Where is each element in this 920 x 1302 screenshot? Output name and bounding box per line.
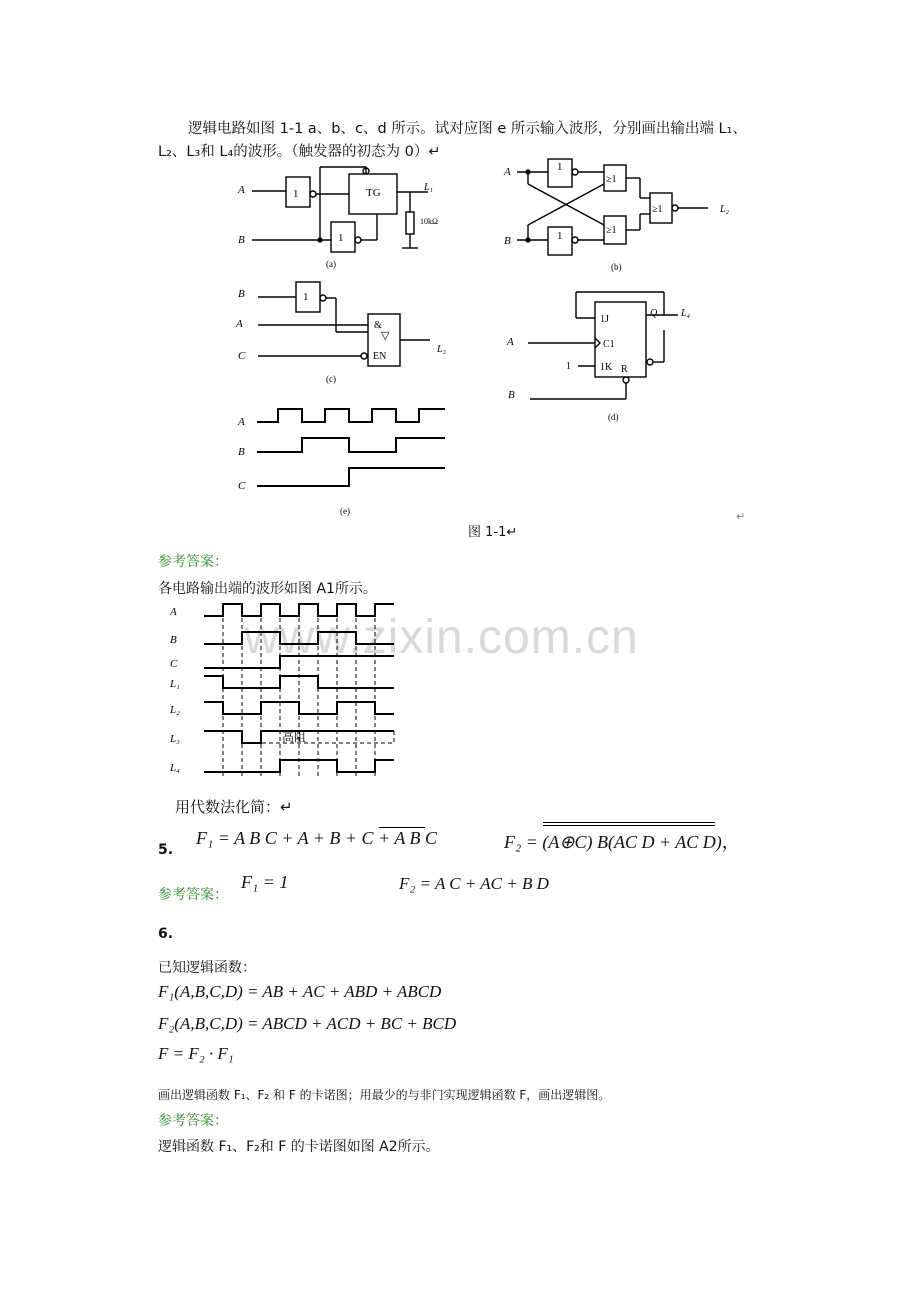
ff-c1: C1 xyxy=(603,339,615,350)
label-e-a: A xyxy=(238,416,245,428)
ff-1j: 1J xyxy=(600,314,609,325)
q5-f2-overbar-2 xyxy=(543,825,715,826)
gate-b-or-1: ≥1 xyxy=(606,174,617,185)
high-z-label: 高阻 xyxy=(282,730,307,744)
wave-label-4: L₂ xyxy=(170,704,180,716)
gate-b-not-b: 1 xyxy=(557,230,563,242)
resistor-label: 10kΩ xyxy=(420,217,438,226)
q6-answer-text: 逻辑函数 F₁、F₂和 F 的卡诺图如图 A2所示。 xyxy=(158,1139,440,1155)
ff-r: R xyxy=(621,364,628,375)
label-b-b: B xyxy=(504,235,511,247)
intro-line-2: L₂、L₃和 L₄的波形。（触发器的初态为 0）↵ xyxy=(158,144,441,160)
q6-known: 已知逻辑函数： xyxy=(158,960,256,976)
label-a-in: A xyxy=(238,184,245,196)
sublabel-a: (a) xyxy=(326,259,336,269)
sublabel-d: (d) xyxy=(608,412,619,422)
q5-f2-text: F₂ = (A⊕C) B(AC D + AC D) xyxy=(504,832,722,852)
wave-label-3: L₁ xyxy=(170,678,180,690)
wave-label-6: L₄ xyxy=(170,762,180,774)
label-c-b: B xyxy=(238,288,245,300)
figure-1-1 xyxy=(0,0,920,545)
gate-c-and: & xyxy=(374,320,382,331)
intro-line-1: 逻辑电路如图 1-1 a、b、c、d 所示。试对应图 e 所示输入波形，分别画出输出端 L₁、 xyxy=(188,121,747,137)
ff-q: Q xyxy=(650,308,658,319)
const-1: 1 xyxy=(566,361,571,372)
label-e-c: C xyxy=(238,480,246,492)
wave-label-0: A xyxy=(170,606,177,618)
label-l1: L₁ xyxy=(424,182,434,193)
ff-1k: 1K xyxy=(600,362,613,373)
circuit-c xyxy=(258,282,430,366)
sublabel-c: (c) xyxy=(326,374,336,384)
answer-text-1: 各电路输出端的波形如图 A1所示。 xyxy=(158,581,377,597)
label-d-b: B xyxy=(508,389,515,401)
q5-instruction: 用代数法化简：↵ xyxy=(175,798,293,816)
waveform-0 xyxy=(204,604,394,616)
label-b-in: B xyxy=(238,234,245,246)
sublabel-e: (e) xyxy=(340,506,350,516)
q5-f1 xyxy=(196,828,437,849)
q5-f1-overbar xyxy=(379,827,425,828)
high-z-region xyxy=(261,731,394,743)
q5-ans-f2: F₂ = A C + AC + B D xyxy=(399,874,549,893)
answer-label-1: 参考答案： xyxy=(158,554,228,570)
q6-f: F = F₂ · F₁ xyxy=(158,1044,234,1063)
q5-f1-text: F₁ = A B C + A + B + C + A B C xyxy=(196,828,438,848)
tg-label: TG xyxy=(366,187,381,199)
q5-ans-f1: F₁ = 1 xyxy=(241,872,289,892)
label-e-b: B xyxy=(238,446,245,458)
q5-f2 xyxy=(504,828,740,854)
q5-number: 5. xyxy=(158,842,174,858)
gate-c-not: 1 xyxy=(303,291,309,303)
en-label: EN xyxy=(373,351,387,362)
sublabel-b: (b) xyxy=(611,262,622,272)
waveform-4 xyxy=(204,702,394,714)
label-b-a: A xyxy=(504,166,511,178)
q6-answer-label: 参考答案： xyxy=(158,1113,228,1129)
label-l4: L₄ xyxy=(681,308,691,319)
wave-label-2: C xyxy=(170,658,178,670)
q5-answer-label: 参考答案： xyxy=(158,887,228,903)
label-c-a: A xyxy=(236,318,243,330)
q5-f2-overbar xyxy=(543,822,715,823)
label-c-c: C xyxy=(238,350,246,362)
gate-b-or-3: ≥1 xyxy=(652,204,663,215)
wave-label-5: L₃ xyxy=(170,733,180,745)
figure-caption: 图 1-1↵ xyxy=(468,525,518,540)
gate-not-a: 1 xyxy=(293,188,299,200)
input-waveforms xyxy=(257,409,445,486)
q6-number: 6. xyxy=(158,926,174,942)
q5-f2-trailing: ， xyxy=(721,832,740,852)
label-l3: L₃ xyxy=(437,344,447,355)
tri-state-icon: ▽ xyxy=(381,330,390,342)
q6-f2: F₂(A,B,C,D) = ABCD + ACD + BC + BCD xyxy=(158,1014,457,1033)
gate-b-or-2: ≥1 xyxy=(606,225,617,236)
waveform-chart-a1 xyxy=(0,596,920,826)
gate-not-b: 1 xyxy=(338,232,344,244)
return-mark: ↵ xyxy=(736,510,746,523)
q6-task: 画出逻辑函数 F₁、F₂ 和 F 的卡诺图；用最少的与非门实现逻辑函数 F，画出逻辑图。 xyxy=(158,1088,611,1102)
label-d-a: A xyxy=(507,336,514,348)
watermark: www.zixin.com.cn xyxy=(244,611,639,664)
label-l2: L₂ xyxy=(720,204,730,215)
q6-f1: F₁(A,B,C,D) = AB + AC + ABD + ABCD xyxy=(158,982,442,1001)
gate-b-not-a: 1 xyxy=(557,161,563,173)
wave-label-1: B xyxy=(170,634,177,646)
